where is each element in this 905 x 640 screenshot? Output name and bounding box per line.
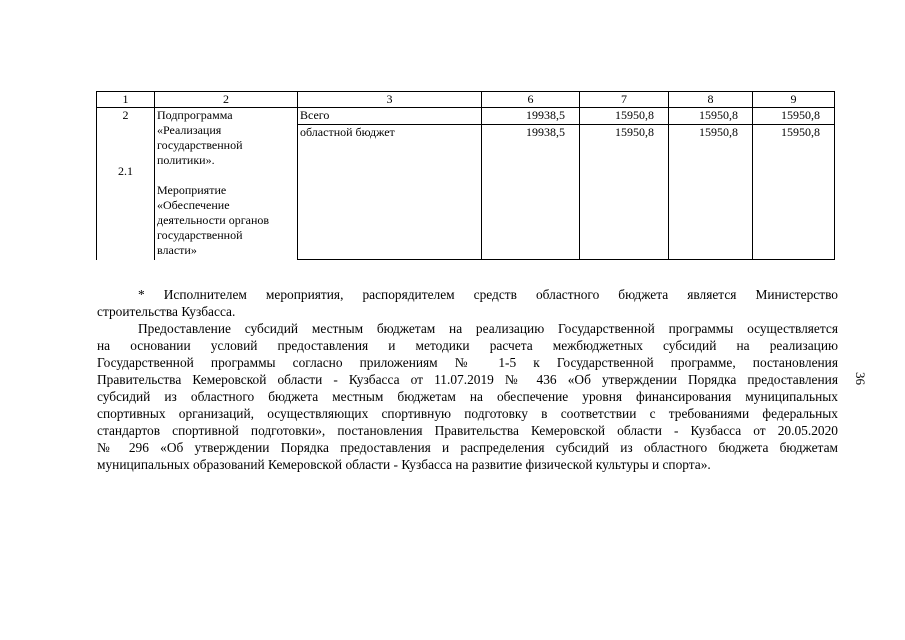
paragraph-line: Правительства Кемеровской области - Кузбасса от 11.07.2019 № 436 «Об утверждении Порядка предоставления <box>97 372 838 387</box>
paragraph-line: на основании условий предоставления и методики расчета межбюджетных субсидий на реализацию <box>97 338 838 353</box>
budget-table <box>96 91 835 260</box>
value-cell: 15950,8 <box>753 125 835 260</box>
row-number-cell <box>97 108 155 260</box>
paragraph-line: * Исполнителем мероприятия, распорядителем средств областного бюджета является Министерство <box>138 287 838 302</box>
header-cell: 2 <box>155 92 298 108</box>
measure-name-line: деятельности органов <box>157 213 270 227</box>
measure-name-line: Мероприятие <box>157 183 227 197</box>
measure-name-line: «Обеспечение <box>157 198 230 212</box>
paragraph-line: субсидий из областного бюджета местным бюджетам на обеспечение уровня финансирования муниципальных <box>97 389 838 404</box>
program-name-line: «Реализация <box>157 123 222 137</box>
value-cell: 19938,5 <box>482 108 580 125</box>
page-number: 36 <box>853 372 868 385</box>
value-cell: 19938,5 <box>482 125 580 260</box>
value-cell: 15950,8 <box>580 108 669 125</box>
table-header-row <box>97 92 835 108</box>
paragraph-line: Государственной программы согласно приложениям № 1-5 к Государственной программе, постановления <box>97 355 838 370</box>
value-cell: 15950,8 <box>669 108 753 125</box>
paragraph-line: строительства Кузбасса. <box>97 304 236 319</box>
program-name-line: Подпрограмма <box>157 108 233 122</box>
program-name-cell <box>155 108 298 260</box>
value-cell: 15950,8 <box>753 108 835 125</box>
paragraph-line: Предоставление субсидий местным бюджетам на реализацию Государственной программы осуществляется <box>138 321 838 336</box>
row-number: 2 <box>122 108 129 122</box>
paragraph-line: стандартов спортивной подготовки», постановления Правительства Кемеровской области - Кузбасса от 20.05.2020 <box>97 423 838 438</box>
subsidies-paragraph <box>97 320 838 473</box>
measure-name-line: власти» <box>157 243 197 257</box>
paragraph-line: муниципальных образований Кемеровской области - Кузбасса на развитие физической культуры и спорта». <box>97 457 711 472</box>
header-cell: 8 <box>669 92 753 108</box>
paragraph-line: спортивных организаций, осуществляющих спортивную подготовку в соответствии с требованиями федеральных <box>97 406 838 421</box>
executor-note-paragraph <box>97 286 838 320</box>
row-number: 2.1 <box>118 164 133 178</box>
value-cell: 15950,8 <box>669 125 753 260</box>
program-name-line: государственной <box>157 138 243 152</box>
program-name-line: политики». <box>157 153 215 167</box>
header-cell: 7 <box>580 92 669 108</box>
header-cell: 1 <box>97 92 155 108</box>
header-cell: 9 <box>753 92 835 108</box>
table-row <box>97 108 835 125</box>
header-cell: 6 <box>482 92 580 108</box>
header-cell: 3 <box>298 92 482 108</box>
paragraph-line: № 296 «Об утверждении Порядка предоставления и распределения субсидий из областного бюджета бюджетам <box>97 440 838 455</box>
row-label: Всего <box>298 108 482 125</box>
measure-name-line: государственной <box>157 228 243 242</box>
value-cell: 15950,8 <box>580 125 669 260</box>
row-label: областной бюджет <box>298 125 482 260</box>
